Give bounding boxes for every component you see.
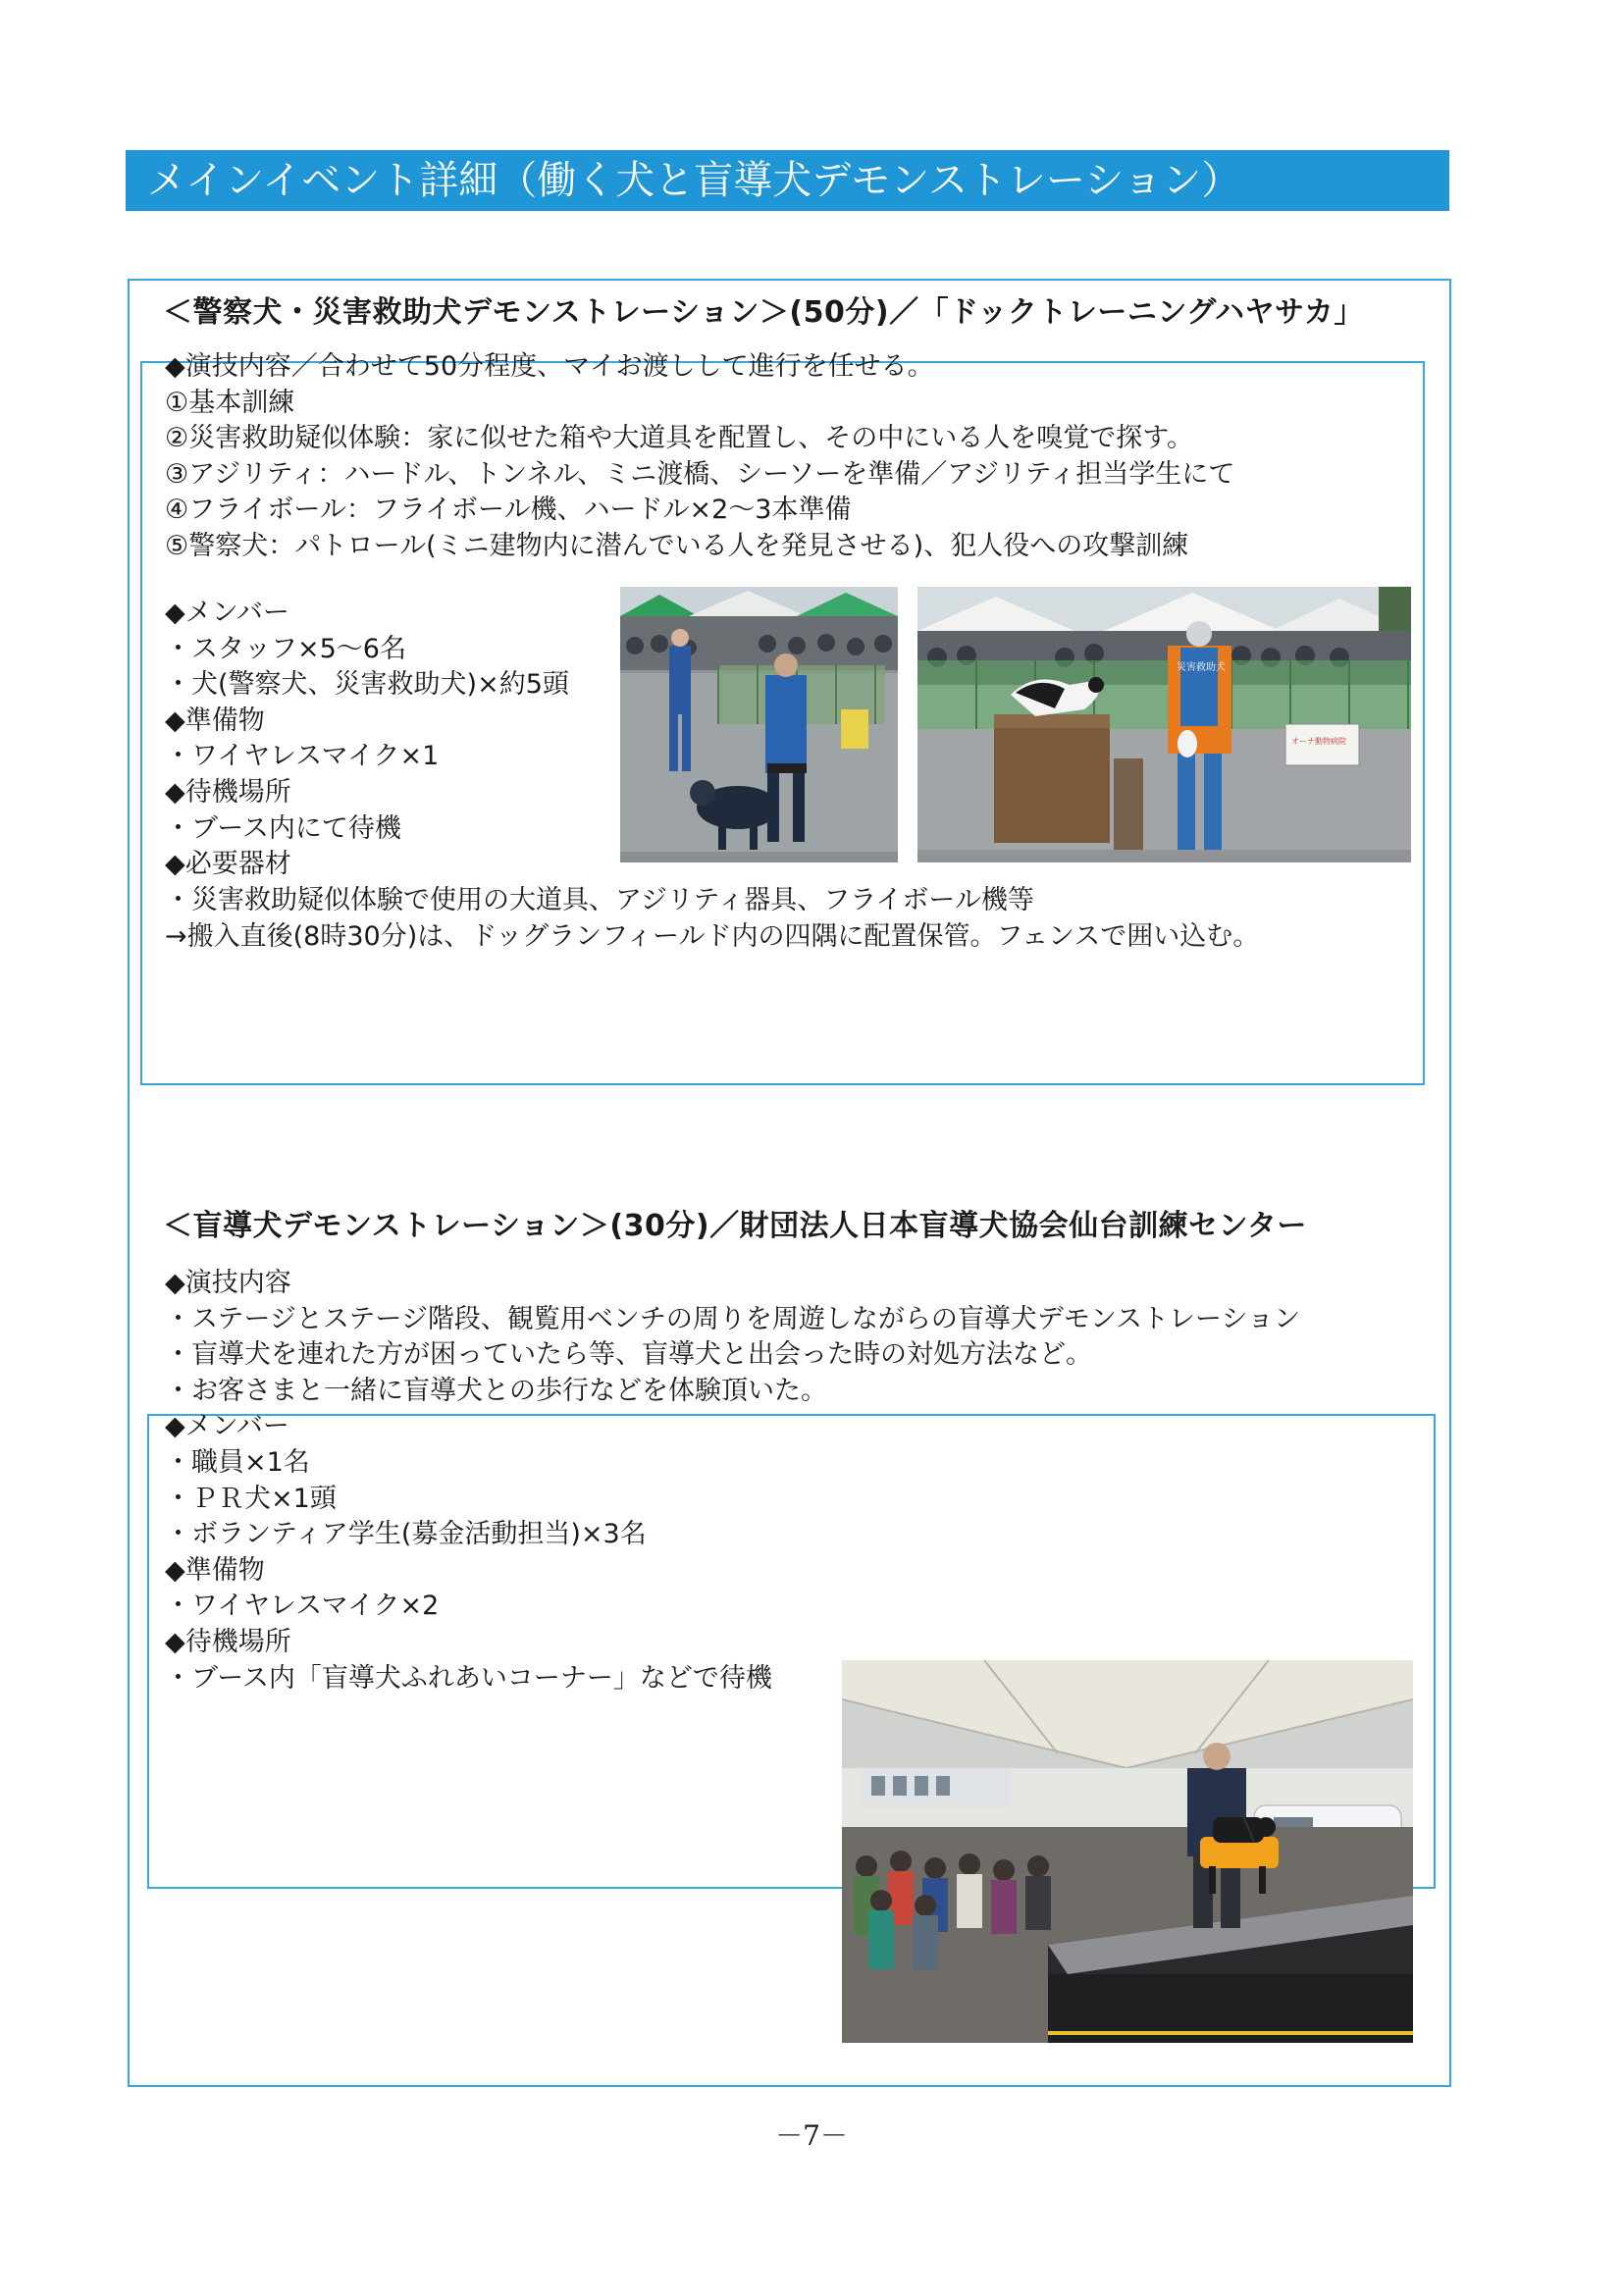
section2-line: ・お客さまと一緒に盲導犬との歩行などを体験頂いた。 (165, 1375, 827, 1406)
police-dog-photo (620, 587, 898, 862)
section1-heading: ＜警察犬・災害救助犬デモンストレーション＞(50分)／「ドックトレーニングハヤサカ」 (163, 295, 1364, 330)
detail-line: ◆準備物 (165, 704, 265, 736)
clinic-sign-text: オーナ動物病院 (1291, 737, 1346, 746)
content-line: ⑤警察犬：パトロール(ミニ建物内に潜んでいる人を発見させる)、犯人役への攻撃訓練 (165, 530, 1189, 561)
detail-line: ・犬(警察犬、災害救助犬)×約5頭 (165, 669, 569, 701)
detail-line: ・ブース内にて待機 (165, 812, 401, 844)
content-line: ④フライボール：フライボール機、ハードル×2～3本準備 (165, 495, 852, 526)
section2-line: ・ＰＲ犬×1頭 (165, 1483, 337, 1514)
detail-line: ◆メンバー (165, 598, 289, 628)
section2-line: ◆演技内容 (165, 1268, 291, 1298)
section2-list (165, 1266, 1300, 1696)
detail-line: ・ワイヤレスマイク×1 (165, 741, 440, 772)
section1-content-list (165, 349, 1234, 565)
content-line: ◆演技内容／合わせて50分程度、マイお渡しして進行を任せる。 (165, 351, 934, 382)
section2-heading: ＜盲導犬デモンストレーション＞(30分)／財団法人日本盲導犬協会仙台訓練センター (163, 1209, 1307, 1243)
guide-dog-photo (842, 1660, 1413, 2043)
page-number: －7－ (775, 2119, 848, 2152)
content-line: ③アジリティ：ハードル、トンネル、ミニ渡橋、シーソーを準備／アジリティ担当学生にて (165, 458, 1235, 490)
detail-line: ・スタッフ×5～6名 (165, 633, 406, 664)
equipment-line: ・災害救助疑似体験で使用の大道具、アジリティ器具、フライボール機等 (165, 885, 1034, 915)
content-line: ②災害救助疑似体験：家に似せた箱や大道具を配置し、その中にいる人を嗅覚で探す。 (165, 423, 1194, 454)
section2-line: ・ボランティア学生(募金活動担当)×3名 (165, 1519, 647, 1550)
section2-line: ・ブース内「盲導犬ふれあいコーナー」などで待機 (165, 1662, 772, 1694)
section2-line: ・職員×1名 (165, 1446, 310, 1478)
rescue-dog-photo (917, 587, 1411, 862)
section2-line: ・ワイヤレスマイク×2 (165, 1591, 440, 1622)
detail-line: ◆待機場所 (165, 776, 291, 808)
content-line: ①基本訓練 (165, 387, 295, 418)
section2-line: ・盲導犬を連れた方が困っていたら等、盲導犬と出会った時の対処方法など。 (165, 1339, 1092, 1371)
section1-detail-list (165, 596, 569, 883)
rescue-badge-text: 災害救助犬 (1177, 662, 1226, 673)
section2-line: ・ステージとステージ階段、観覧用ベンチの周りを周遊しながらの盲導犬デモンストレーション (165, 1303, 1300, 1334)
section2-line: ◆メンバー (165, 1411, 289, 1442)
detail-line: ◆必要器材 (165, 849, 291, 880)
section2-line: ◆待機場所 (165, 1626, 291, 1657)
page-banner-title: メインイベント詳細（働く犬と盲導犬デモンストレーション） (126, 150, 1449, 211)
section2-line: ◆準備物 (165, 1554, 265, 1586)
section1-equipment-list (165, 883, 1259, 955)
equipment-line: →搬入直後(8時30分)は、ドッグランフィールド内の四隅に配置保管。フェンスで囲い込む。 (165, 920, 1260, 952)
